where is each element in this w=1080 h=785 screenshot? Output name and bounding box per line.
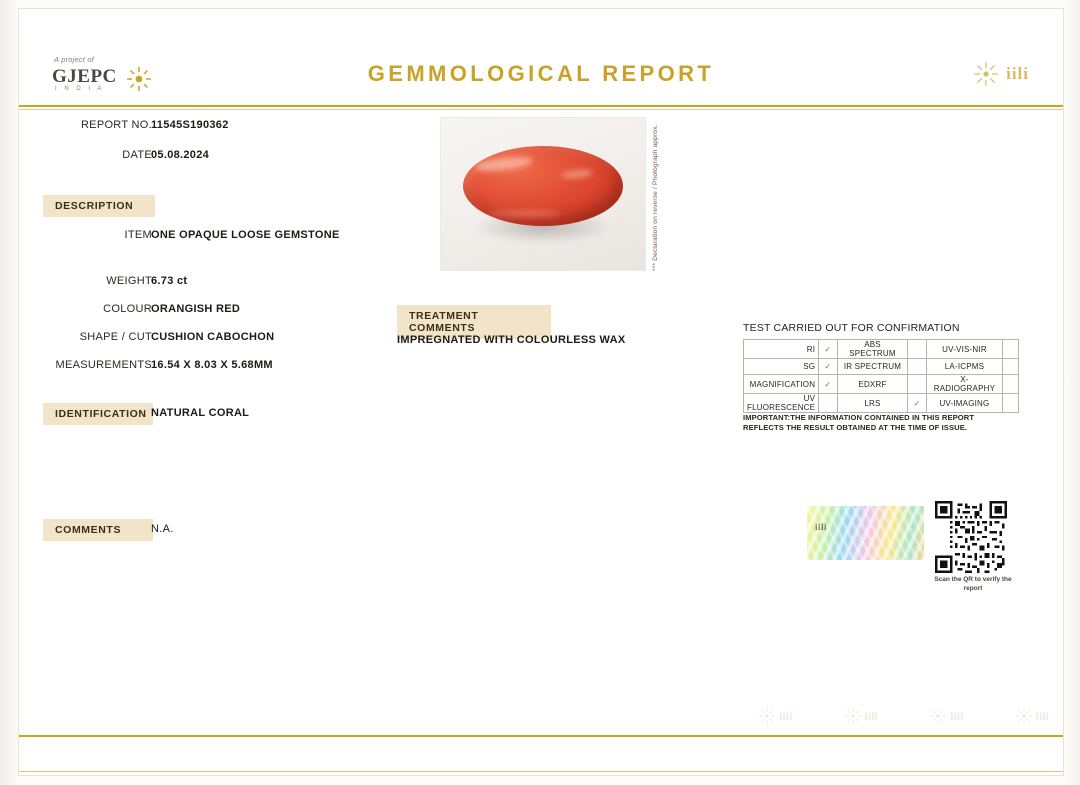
sunburst-icon-right	[973, 61, 999, 87]
test-label: X-RADIOGRAPHY	[926, 375, 1002, 394]
treatment-section-label: TREATMENT COMMENTS	[397, 305, 551, 339]
test-label: LRS	[837, 394, 908, 413]
test-check	[1003, 359, 1019, 375]
table-row	[744, 340, 1019, 359]
comments-value: N.A.	[151, 523, 174, 535]
scan-edge-left	[0, 0, 18, 785]
comments-section-label: COMMENTS	[43, 519, 153, 541]
certificate-card	[18, 8, 1064, 776]
watermark-text: iili	[864, 708, 878, 723]
report-header	[19, 9, 1063, 105]
report-no-label: REPORT NO.	[80, 119, 152, 131]
watermark-text: iili	[1035, 708, 1049, 723]
hologram-text: iili	[815, 522, 828, 532]
test-label: RI	[744, 340, 819, 359]
gjepc-tagline: A project of	[54, 55, 95, 64]
test-label: IR SPECTRUM	[837, 359, 908, 375]
footer-decorative-band	[19, 744, 1063, 766]
test-check: ✓	[819, 359, 837, 375]
table-row	[744, 375, 1019, 394]
footer-divider	[19, 735, 1063, 737]
sunburst-icon-watermark	[1016, 708, 1032, 724]
test-check	[819, 394, 837, 413]
colour-label: COLOUR	[103, 303, 152, 315]
test-check	[908, 359, 926, 375]
test-label: UV-VIS-NIR	[926, 340, 1002, 359]
tests-table	[743, 339, 1019, 413]
identification-section-label: IDENTIFICATION	[43, 403, 153, 425]
sunburst-icon-watermark	[930, 708, 946, 724]
report-no-value: 11545S190362	[151, 119, 229, 131]
test-check	[908, 375, 926, 394]
gjepc-country: I N D I A	[55, 86, 105, 92]
qr-code[interactable]	[935, 501, 1007, 573]
gemstone-photo	[440, 117, 646, 271]
shape-cut-label: SHAPE / CUT	[79, 331, 152, 343]
header-divider	[19, 105, 1063, 107]
description-section-label: DESCRIPTION	[43, 195, 155, 217]
hologram-sticker	[807, 506, 924, 560]
page-title: GEMMOLOGICAL REPORT	[367, 61, 715, 86]
test-label: UV FLUORESCENCE	[744, 394, 819, 413]
sunburst-icon-watermark	[759, 708, 775, 724]
watermark-item	[845, 708, 878, 724]
scan-edge-right	[1066, 0, 1080, 785]
test-label: LA-ICPMS	[926, 359, 1002, 375]
watermark-item	[930, 708, 963, 724]
gem-highlight-lower	[489, 210, 561, 217]
test-check	[1003, 375, 1019, 394]
tests-title: TEST CARRIED OUT FOR CONFIRMATION	[743, 322, 960, 334]
watermark-text: iili	[779, 708, 793, 723]
identification-value: NATURAL CORAL	[151, 407, 250, 419]
important-note: IMPORTANT:THE INFORMATION CONTAINED IN THIS REPORT REFLECTS THE RESULT OBTAINED AT THE TIME OF ISSUE.	[743, 413, 975, 433]
gjepc-wordmark: GJEPC	[52, 66, 117, 87]
watermark-text: iili	[950, 708, 964, 723]
measurements-value: 16.54 X 8.03 X 5.68MM	[151, 359, 273, 371]
shape-cut-value: CUSHION CABOCHON	[151, 331, 275, 343]
sunburst-icon-watermark	[845, 708, 861, 724]
watermark-item	[759, 708, 792, 724]
test-check: ✓	[819, 375, 837, 394]
measurements-label: MEASUREMENTS	[55, 359, 152, 371]
header-divider-thin	[19, 109, 1063, 110]
test-check	[1003, 394, 1019, 413]
test-label: EDXRF	[837, 375, 908, 394]
test-check: ✓	[908, 394, 926, 413]
watermark-item	[1016, 708, 1049, 724]
test-check	[1003, 340, 1019, 359]
treatment-value: IMPREGNATED WITH COLOURLESS WAX	[397, 334, 626, 346]
footer-divider-thin	[19, 771, 1063, 772]
colour-value: ORANGISH RED	[151, 303, 241, 315]
test-check	[908, 340, 926, 359]
item-value: ONE OPAQUE LOOSE GEMSTONE	[151, 229, 340, 241]
test-label: ABS SPECTRUM	[837, 340, 908, 359]
date-label: DATE	[122, 149, 152, 161]
photo-side-note: *** Declaration on reverse / Photograph approx.	[652, 124, 659, 271]
weight-label: WEIGHT	[106, 275, 152, 287]
iili-wordmark: iili	[1006, 64, 1029, 83]
test-check: ✓	[819, 340, 837, 359]
item-label: ITEM	[124, 229, 152, 241]
weight-value: 6.73 ct	[151, 275, 188, 287]
iili-logo	[973, 61, 1029, 87]
qr-caption: Scan the QR to verify the report	[934, 576, 1012, 592]
table-row	[744, 394, 1019, 413]
test-label: UV-IMAGING	[926, 394, 1002, 413]
watermark-strip	[759, 699, 1049, 733]
date-value: 05.08.2024	[151, 149, 210, 161]
table-row	[744, 359, 1019, 375]
test-label: MAGNIFICATION	[744, 375, 819, 394]
test-label: SG	[744, 359, 819, 375]
